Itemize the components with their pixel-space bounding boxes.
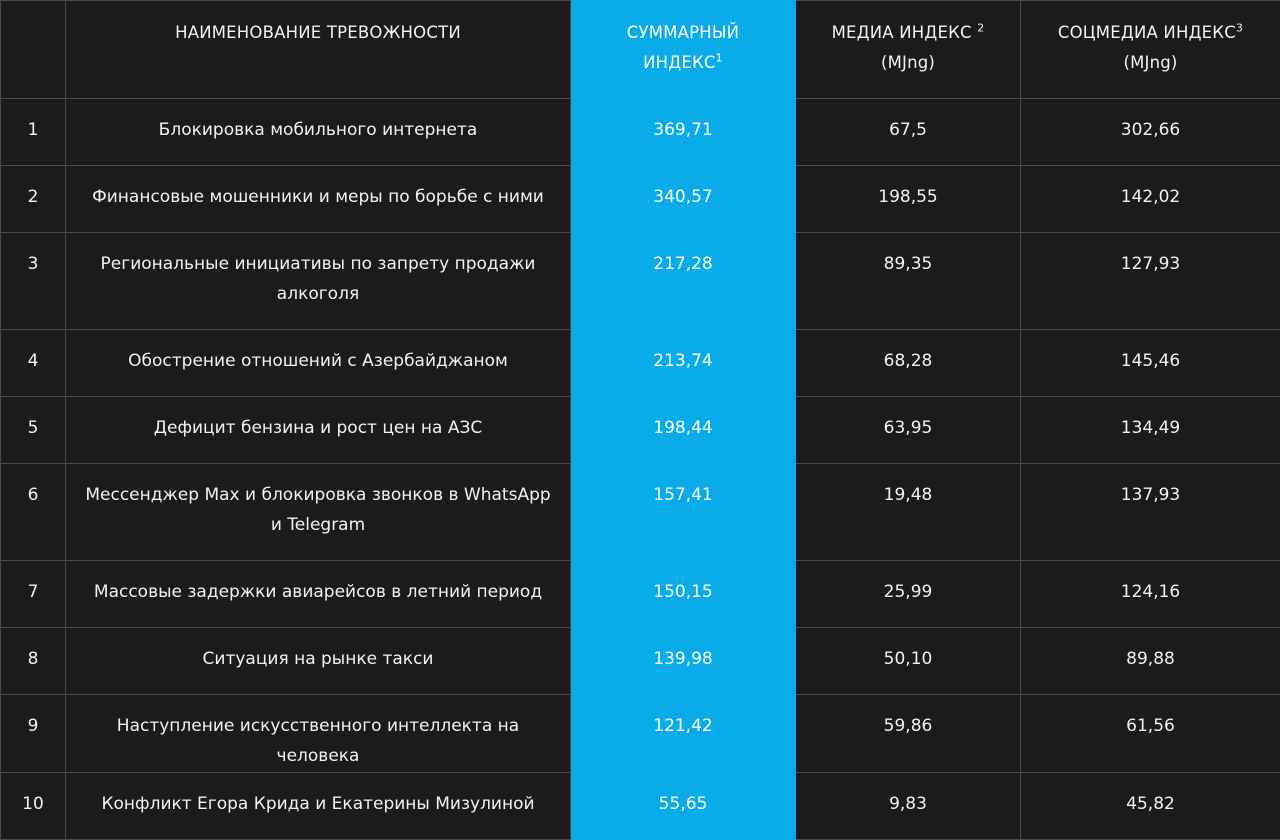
header-sum-line2-wrap	[572, 48, 794, 78]
row-media: 59,86	[796, 695, 1021, 773]
table-row	[1, 330, 1280, 397]
header-media	[796, 1, 1021, 99]
table-row	[1, 695, 1280, 773]
row-num: 3	[1, 233, 66, 330]
row-num: 4	[1, 330, 66, 397]
row-num: 2	[1, 166, 66, 233]
row-sum: 150,15	[571, 561, 796, 628]
row-sum: 121,42	[571, 695, 796, 773]
table-row	[1, 464, 1280, 561]
row-media: 198,55	[796, 166, 1021, 233]
row-social: 145,46	[1021, 330, 1280, 397]
row-num: 8	[1, 628, 66, 695]
row-media: 9,83	[796, 773, 1021, 840]
row-sum: 340,57	[571, 166, 796, 233]
table-row	[1, 233, 1280, 330]
table-row	[1, 166, 1280, 233]
header-sum-footnote: 1	[716, 52, 723, 65]
row-sum: 369,71	[571, 99, 796, 166]
header-media-unit: (MJng)	[797, 48, 1019, 78]
row-num: 10	[1, 773, 66, 840]
table-row	[1, 628, 1280, 695]
row-social: 134,49	[1021, 397, 1280, 464]
row-media: 63,95	[796, 397, 1021, 464]
row-media: 25,99	[796, 561, 1021, 628]
table-row	[1, 561, 1280, 628]
table-row	[1, 99, 1280, 166]
row-social: 45,82	[1021, 773, 1280, 840]
header-social	[1021, 1, 1280, 99]
row-name: Дефицит бензина и рост цен на АЗС	[66, 397, 571, 464]
row-social: 124,16	[1021, 561, 1280, 628]
row-num: 6	[1, 464, 66, 561]
header-media-line1-wrap	[797, 18, 1019, 48]
row-name: Финансовые мошенники и меры по борьбе с ними	[66, 166, 571, 233]
row-media: 67,5	[796, 99, 1021, 166]
row-name: Обострение отношений с Азербайджаном	[66, 330, 571, 397]
row-sum: 157,41	[571, 464, 796, 561]
header-sum-line1: СУММАРНЫЙ	[572, 18, 794, 48]
row-num: 9	[1, 695, 66, 773]
row-media: 19,48	[796, 464, 1021, 561]
header-num	[1, 1, 66, 99]
table-header-row	[1, 1, 1280, 99]
row-social: 142,02	[1021, 166, 1280, 233]
row-social: 137,93	[1021, 464, 1280, 561]
row-name: Мессенджер Max и блокировка звонков в WhatsApp и Telegram	[66, 464, 571, 561]
row-name: Наступление искусственного интеллекта на человека	[66, 695, 571, 773]
row-sum: 139,98	[571, 628, 796, 695]
row-sum: 198,44	[571, 397, 796, 464]
row-social: 61,56	[1021, 695, 1280, 773]
table-row	[1, 397, 1280, 464]
row-num: 1	[1, 99, 66, 166]
header-social-line1: СОЦМЕДИА ИНДЕКС	[1058, 23, 1236, 42]
row-name: Блокировка мобильного интернета	[66, 99, 571, 166]
row-sum: 213,74	[571, 330, 796, 397]
row-media: 50,10	[796, 628, 1021, 695]
row-name: Массовые задержки авиарейсов в летний период	[66, 561, 571, 628]
row-name: Конфликт Егора Крида и Екатерины Мизулиной	[66, 773, 571, 840]
row-social: 89,88	[1021, 628, 1280, 695]
header-sum	[571, 1, 796, 99]
row-media: 89,35	[796, 233, 1021, 330]
header-media-line1: МЕДИА ИНДЕКС	[832, 23, 972, 42]
row-sum: 217,28	[571, 233, 796, 330]
table-row	[1, 773, 1280, 840]
header-social-footnote: 3	[1236, 22, 1243, 35]
row-sum: 55,65	[571, 773, 796, 840]
row-social: 302,66	[1021, 99, 1280, 166]
row-name: Ситуация на рынке такси	[66, 628, 571, 695]
header-media-footnote: 2	[977, 22, 984, 35]
header-social-line1-wrap	[1022, 18, 1279, 48]
header-sum-line2: ИНДЕКС	[643, 53, 716, 72]
row-name: Региональные инициативы по запрету продажи алкоголя	[66, 233, 571, 330]
row-social: 127,93	[1021, 233, 1280, 330]
row-num: 7	[1, 561, 66, 628]
header-name: НАИМЕНОВАНИЕ ТРЕВОЖНОСТИ	[66, 1, 571, 99]
row-num: 5	[1, 397, 66, 464]
row-media: 68,28	[796, 330, 1021, 397]
header-social-unit: (MJng)	[1022, 48, 1279, 78]
